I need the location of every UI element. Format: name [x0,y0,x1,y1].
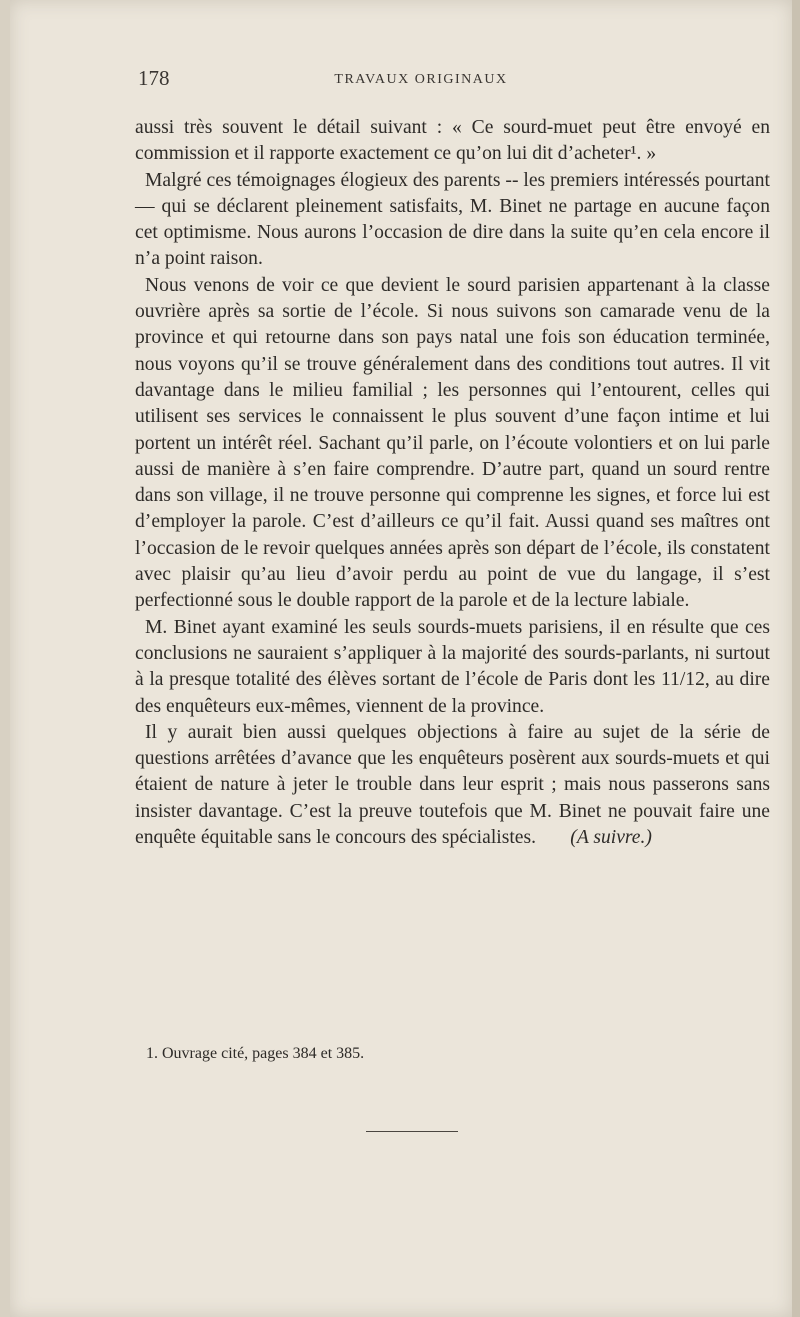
paragraph-2: Malgré ces témoignages élogieux des parents -- les premiers intéressés pourtant — qui se déclarent pleinement satisfaits, M. Binet ne partage en aucune façon cet optimisme. Nous aurons l’occasion de dire dans la suite qu’en cela encore il n’a point raison. [135,169,770,270]
paragraph-3: Nous venons de voir ce que devient le sourd parisien appartenant à la classe ouvrière après sa sortie de l’école. Si nous suivons son camarade venu de la province et qui retourne dans son pays natal une fois son éducation terminée, nous voyons qu’il se trouve généralement dans des conditions tout autres. Il vit davantage dans le milieu familial ; les personnes qui l’entourent, celles qui utilisent ses services le connaissent le plus souvent d’une façon intime et lui portent un intérêt réel. Sachant qu’il parle, on l’écoute volontiers et on lui parle aussi de manière à s’en faire comprendre. D’autre part, quand un sourd rentre dans son village, il ne trouve personne qui comprenne les signes, et force lui est d’employer la parole. C’est d’ailleurs ce qu’il fait. Aussi quand ses maîtres ont l’occasion de le revoir quelques années après son départ de l’école, ils constatent avec plaisir qu’au lieu d’avoir perdu au point de vue du langage, il s’est perfectionné sous le double rapport de la parole et de la lecture labiale. [135,274,770,612]
closing-rule [366,1131,458,1132]
paragraph-5-text: Il y aurait bien aussi quelques objections à faire au sujet de la série de questions arrêtées d’avance que les enquêteurs posèrent aux sourds-muets et qui étaient de nature à jeter le trouble dans leur esprit ; mais nous passerons sans insister davantage. C’est la preuve toutefois que M. Binet ne pouvait faire une enquête équitable sans le concours des spécialistes. [135,721,770,849]
page-edge [792,0,800,1317]
footnote: 1. Ouvrage cité, pages 384 et 385. [146,1045,365,1062]
running-title: TRAVAUX ORIGINAUX [334,72,508,87]
page-header [10,66,792,96]
page-number: 178 [138,66,170,90]
body-text [135,115,770,851]
paragraph-5 [135,720,770,851]
book-page [10,0,792,1317]
paragraph-1: aussi très souvent le détail suivant : « Ce sourd-muet peut être envoyé en commission et il rapporte exactement ce qu’on lui dit d’acheter¹. » [135,117,770,165]
continuation-note: (A suivre.) [570,827,652,849]
paragraph-4: M. Binet ayant examiné les seuls sourds-muets parisiens, il en résulte que ces conclusions ne sauraient s’appliquer à la majorité des sourds-parlants, ni surtout à la presque totalité des élèves sortant de l’école de Paris dont les 11/12, au dire des enquêteurs eux-mêmes, viennent de la province. [135,616,770,717]
